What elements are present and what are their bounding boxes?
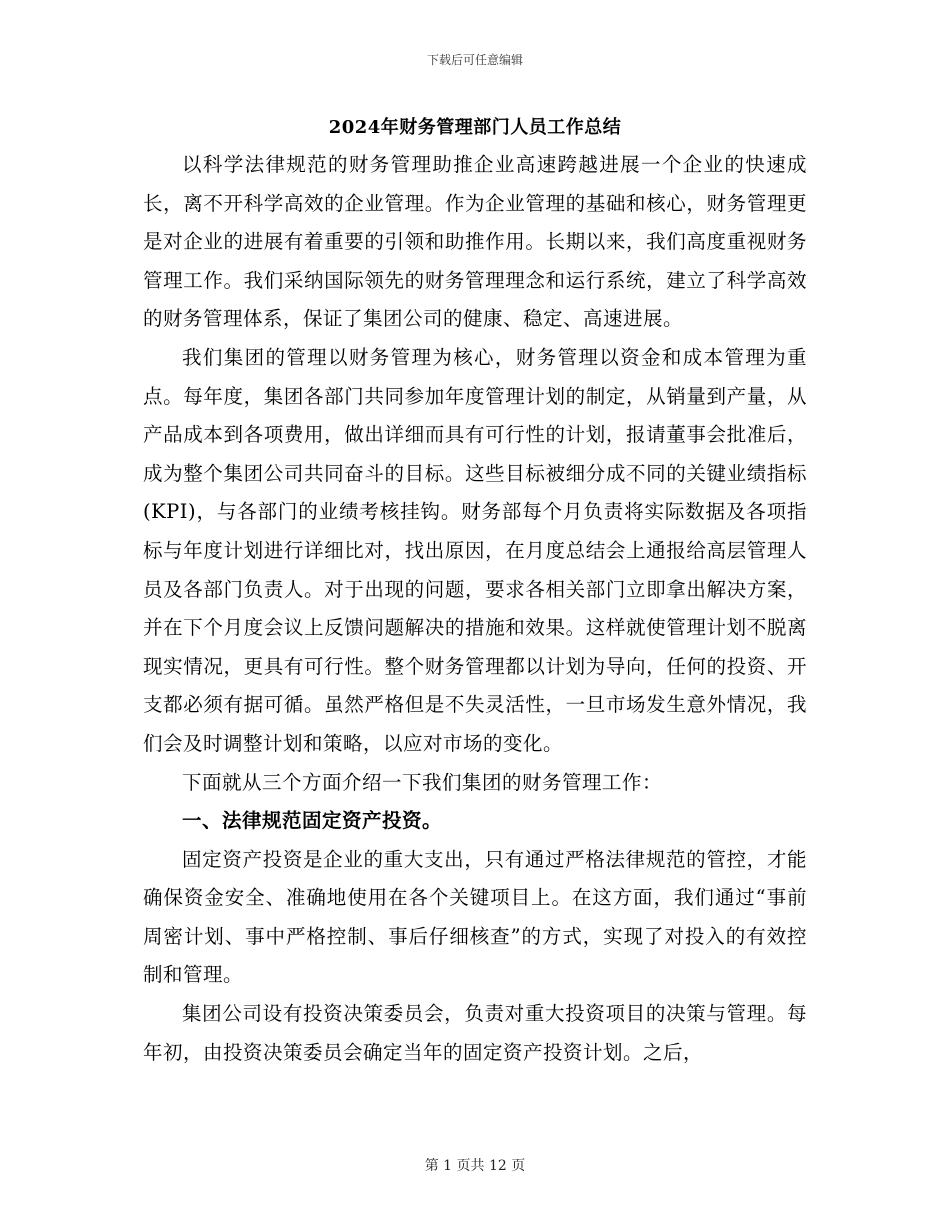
paragraph-investment-committee: 集团公司设有投资决策委员会，负责对重大投资项目的决策与管理。每年初，由投资决策委员会确定当年的固定资产投资计划。之后， [143,1002,807,1064]
paragraph-intro: 以科学法律规范的财务管理助推企业高速跨越进展一个企业的快速成长，离不开科学高效的企业管理。作为企业管理的基础和核心，财务管理更是对企业的进展有着重要的引领和助推作用。长期以来，我们高度重视财务管理工作。我们采纳国际领先的财务管理理念和运行系统，建立了科学高效的财务管理体系，保证了集团公司的健康、稳定、高速进展。 [143,153,807,331]
paragraph-fixed-asset: 固定资产投资是企业的重大支出，只有通过严格法律规范的管控，才能确保资金安全、准确地使用在各个关键项目上。在这方面，我们通过“事前周密计划、事中严格控制、事后仔细核查”的方式，实现了对投入的有效控制和管理。 [143,847,807,987]
page-number-footer: 第 1 页共 12 页 [424,1158,526,1174]
section-heading-fixed-asset-investment: 一、法律规范固定资产投资。 [182,809,443,833]
document-body [143,146,807,1072]
document-title: 2024年财务管理部门人员工作总结 [328,117,622,138]
paragraph-three-aspects: 下面就从三个方面介绍一下我们集团的财务管理工作： [182,770,663,794]
paragraph-management-core: 我们集团的管理以财务管理为核心，财务管理以资金和成本管理为重点。每年度，集团各部门共同参加年度管理计划的制定，从销量到产量，从产品成本到各项费用，做出详细而具有可行性的计划，报请董事会批准后，成为整个集团公司共同奋斗的目标。这些目标被细分成不同的关键业绩指标(KPI)，与各部门的业绩考核挂钩。财务部每个月负责将实际数据及各项指标与年度计划进行详细比对，找出原因，在月度总结会上通报给高层管理人员及各部门负责人。对于出现的问题，要求各相关部门立即拿出解决方案，并在下个月度会议上反馈问题解决的措施和效果。这样就使管理计划不脱离现实情况，更具有可行性。整个财务管理都以计划为导向，任何的投资、开支都必须有据可循。虽然严格但是不失灵活性，一旦市场发生意外情况，我们会及时调整计划和策略，以应对市场的变化。 [143,345,807,755]
page-header-note: 下载后可任意编辑 [426,53,523,67]
